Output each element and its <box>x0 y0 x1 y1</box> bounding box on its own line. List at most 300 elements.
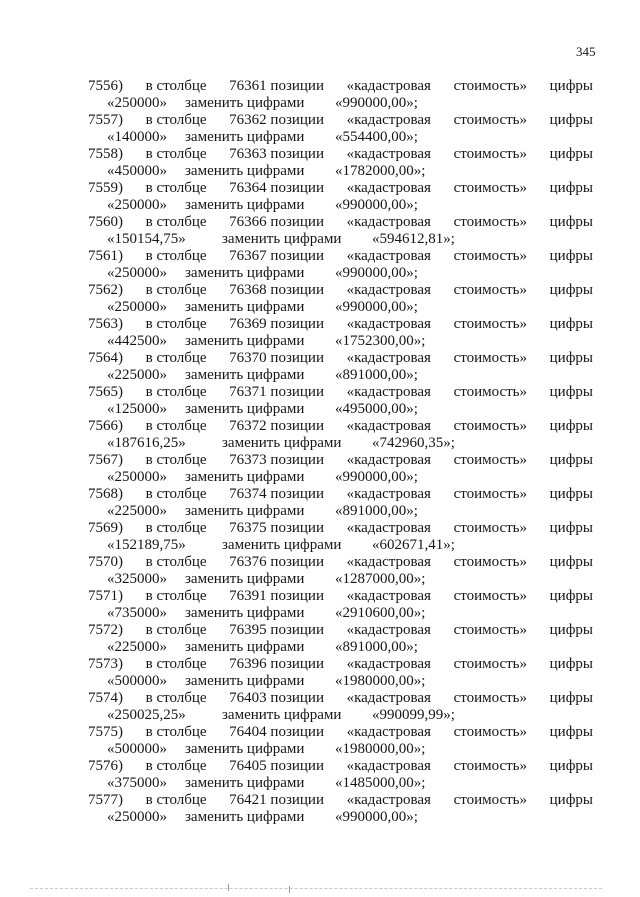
amendment-item <box>88 486 593 520</box>
amendment-item <box>88 180 593 214</box>
column-number: 76362 <box>229 112 267 128</box>
value-text: стоимость» <box>453 214 528 230</box>
new-value: «2910600,00»; <box>335 605 426 621</box>
replace-text: заменить цифрами <box>185 673 305 689</box>
value-text: стоимость» <box>453 554 528 570</box>
digits-text: цифры <box>549 486 593 502</box>
amendment-line-1 <box>88 350 593 367</box>
cadastral-text: «кадастровая <box>346 78 431 94</box>
in-column-text: в столбце <box>145 724 207 740</box>
column-number: 76391 <box>229 588 267 604</box>
value-text: стоимость» <box>453 588 528 604</box>
cadastral-text: «кадастровая <box>346 112 431 128</box>
position-reference <box>229 690 324 707</box>
value-text: стоимость» <box>453 78 528 94</box>
amendment-item <box>88 112 593 146</box>
cadastral-text: «кадастровая <box>346 316 431 332</box>
amendment-item <box>88 622 593 656</box>
page-edge-line <box>30 888 602 889</box>
column-number: 76404 <box>229 724 267 740</box>
replace-text: заменить цифрами <box>185 197 305 213</box>
digits-text: цифры <box>549 282 593 298</box>
amendment-line-1 <box>88 486 593 503</box>
cadastral-text: «кадастровая <box>346 724 431 740</box>
value-text: стоимость» <box>453 520 528 536</box>
amendment-line-2 <box>88 503 593 520</box>
cadastral-text: «кадастровая <box>346 146 431 162</box>
digits-text: цифры <box>549 452 593 468</box>
item-number: 7570) <box>88 554 123 570</box>
replace-text: заменить цифрами <box>185 265 305 281</box>
digits-text: цифры <box>549 622 593 638</box>
in-column-text: в столбце <box>145 690 207 706</box>
replace-text: заменить цифрами <box>185 809 305 825</box>
digits-text: цифры <box>549 214 593 230</box>
position-text: позиции <box>270 656 324 672</box>
amendment-line-2 <box>88 469 593 486</box>
digits-text: цифры <box>549 180 593 196</box>
position-reference <box>229 78 324 95</box>
cadastral-text: «кадастровая <box>346 180 431 196</box>
old-value: «250000» <box>107 197 167 213</box>
value-text: стоимость» <box>453 350 528 366</box>
digits-text: цифры <box>549 656 593 672</box>
new-value: «1485000,00»; <box>335 775 426 791</box>
cadastral-text: «кадастровая <box>346 452 431 468</box>
amendment-item <box>88 520 593 554</box>
amendment-line-2 <box>88 333 593 350</box>
item-number: 7566) <box>88 418 123 434</box>
column-number: 76363 <box>229 146 267 162</box>
amendment-line-1 <box>88 792 593 809</box>
column-number: 76374 <box>229 486 267 502</box>
position-text: позиции <box>270 180 324 196</box>
value-text: стоимость» <box>453 724 528 740</box>
amendment-line-1 <box>88 452 593 469</box>
old-value: «500000» <box>107 673 167 689</box>
new-value: «891000,00»; <box>335 503 418 519</box>
value-text: стоимость» <box>453 384 528 400</box>
position-text: позиции <box>270 792 324 808</box>
new-value: «495000,00»; <box>335 401 418 417</box>
position-reference <box>229 282 324 299</box>
digits-text: цифры <box>549 588 593 604</box>
amendment-line-2 <box>88 265 593 282</box>
in-column-text: в столбце <box>145 78 207 94</box>
cadastral-text: «кадастровая <box>346 758 431 774</box>
amendment-line-2 <box>88 571 593 588</box>
cadastral-text: «кадастровая <box>346 622 431 638</box>
old-value: «450000» <box>107 163 167 179</box>
amendment-line-1 <box>88 180 593 197</box>
position-reference <box>229 350 324 367</box>
item-number: 7571) <box>88 588 123 604</box>
position-reference <box>229 792 324 809</box>
amendment-item <box>88 690 593 724</box>
value-text: стоимость» <box>453 758 528 774</box>
new-value: «990000,00»; <box>335 469 418 485</box>
position-text: позиции <box>270 588 324 604</box>
position-reference <box>229 146 324 163</box>
new-value: «990000,00»; <box>335 265 418 281</box>
position-text: позиции <box>270 452 324 468</box>
amendment-item <box>88 350 593 384</box>
amendment-line-2 <box>88 537 593 554</box>
in-column-text: в столбце <box>145 758 207 774</box>
in-column-text: в столбце <box>145 316 207 332</box>
replace-text: заменить цифрами <box>222 707 342 723</box>
replace-text: заменить цифрами <box>185 401 305 417</box>
replace-text: заменить цифрами <box>185 367 305 383</box>
item-number: 7559) <box>88 180 123 196</box>
column-number: 76376 <box>229 554 267 570</box>
replace-text: заменить цифрами <box>222 537 342 553</box>
amendment-line-2 <box>88 639 593 656</box>
in-column-text: в столбце <box>145 452 207 468</box>
old-value: «500000» <box>107 741 167 757</box>
in-column-text: в столбце <box>145 282 207 298</box>
item-number: 7564) <box>88 350 123 366</box>
new-value: «1752300,00»; <box>335 333 426 349</box>
amendment-line-2 <box>88 231 593 248</box>
digits-text: цифры <box>549 78 593 94</box>
amendment-line-2 <box>88 435 593 452</box>
in-column-text: в столбце <box>145 112 207 128</box>
item-number: 7562) <box>88 282 123 298</box>
amendment-line-2 <box>88 741 593 758</box>
cadastral-text: «кадастровая <box>346 656 431 672</box>
page-number: 345 <box>576 44 596 59</box>
amendment-line-2 <box>88 673 593 690</box>
amendment-line-1 <box>88 78 593 95</box>
old-value: «325000» <box>107 571 167 587</box>
new-value: «990000,00»; <box>335 299 418 315</box>
old-value: «225000» <box>107 367 167 383</box>
position-text: позиции <box>270 78 324 94</box>
old-value: «250025,25» <box>107 707 186 723</box>
item-number: 7567) <box>88 452 123 468</box>
amendment-item <box>88 384 593 418</box>
column-number: 76371 <box>229 384 267 400</box>
position-reference <box>229 520 324 537</box>
amendment-item <box>88 758 593 792</box>
amendment-line-1 <box>88 282 593 299</box>
position-text: позиции <box>270 554 324 570</box>
amendment-line-1 <box>88 418 593 435</box>
item-number: 7561) <box>88 248 123 264</box>
page-edge-tick <box>289 886 290 893</box>
cadastral-text: «кадастровая <box>346 282 431 298</box>
amendment-line-1 <box>88 758 593 775</box>
position-text: позиции <box>270 418 324 434</box>
digits-text: цифры <box>549 112 593 128</box>
amendment-list <box>88 78 593 826</box>
cadastral-text: «кадастровая <box>346 384 431 400</box>
digits-text: цифры <box>549 520 593 536</box>
column-number: 76361 <box>229 78 267 94</box>
amendment-item <box>88 248 593 282</box>
position-text: позиции <box>270 486 324 502</box>
replace-text: заменить цифрами <box>185 571 305 587</box>
amendment-line-2 <box>88 95 593 112</box>
position-text: позиции <box>270 282 324 298</box>
new-value: «1287000,00»; <box>335 571 426 587</box>
replace-text: заменить цифрами <box>185 129 305 145</box>
position-text: позиции <box>270 384 324 400</box>
digits-text: цифры <box>549 554 593 570</box>
replace-text: заменить цифрами <box>185 299 305 315</box>
old-value: «735000» <box>107 605 167 621</box>
amendment-line-1 <box>88 622 593 639</box>
old-value: «250000» <box>107 265 167 281</box>
new-value: «1980000,00»; <box>335 673 426 689</box>
amendment-line-1 <box>88 554 593 571</box>
digits-text: цифры <box>549 724 593 740</box>
column-number: 76370 <box>229 350 267 366</box>
new-value: «990000,00»; <box>335 809 418 825</box>
position-reference <box>229 248 324 265</box>
position-text: позиции <box>270 724 324 740</box>
amendment-line-1 <box>88 112 593 129</box>
amendment-item <box>88 282 593 316</box>
replace-text: заменить цифрами <box>185 605 305 621</box>
replace-text: заменить цифрами <box>185 775 305 791</box>
item-number: 7573) <box>88 656 123 672</box>
replace-text: заменить цифрами <box>185 95 305 111</box>
replace-text: заменить цифрами <box>185 503 305 519</box>
amendment-line-1 <box>88 724 593 741</box>
position-text: позиции <box>270 350 324 366</box>
old-value: «225000» <box>107 639 167 655</box>
value-text: стоимость» <box>453 452 528 468</box>
position-reference <box>229 622 324 639</box>
cadastral-text: «кадастровая <box>346 690 431 706</box>
replace-text: заменить цифрами <box>185 639 305 655</box>
old-value: «150154,75» <box>107 231 186 247</box>
in-column-text: в столбце <box>145 656 207 672</box>
column-number: 76375 <box>229 520 267 536</box>
cadastral-text: «кадастровая <box>346 214 431 230</box>
new-value: «554400,00»; <box>335 129 418 145</box>
column-number: 76366 <box>229 214 267 230</box>
new-value: «742960,35»; <box>372 435 455 451</box>
digits-text: цифры <box>549 792 593 808</box>
value-text: стоимость» <box>453 486 528 502</box>
new-value: «990000,00»; <box>335 197 418 213</box>
position-reference <box>229 180 324 197</box>
cadastral-text: «кадастровая <box>346 792 431 808</box>
amendment-item <box>88 554 593 588</box>
in-column-text: в столбце <box>145 350 207 366</box>
position-reference <box>229 384 324 401</box>
old-value: «250000» <box>107 809 167 825</box>
new-value: «990000,00»; <box>335 95 418 111</box>
value-text: стоимость» <box>453 792 528 808</box>
new-value: «891000,00»; <box>335 639 418 655</box>
amendment-line-2 <box>88 299 593 316</box>
digits-text: цифры <box>549 690 593 706</box>
amendment-line-1 <box>88 316 593 333</box>
item-number: 7560) <box>88 214 123 230</box>
amendment-line-1 <box>88 248 593 265</box>
old-value: «442500» <box>107 333 167 349</box>
position-text: позиции <box>270 622 324 638</box>
value-text: стоимость» <box>453 180 528 196</box>
value-text: стоимость» <box>453 418 528 434</box>
amendment-line-1 <box>88 656 593 673</box>
value-text: стоимость» <box>453 146 528 162</box>
digits-text: цифры <box>549 758 593 774</box>
old-value: «152189,75» <box>107 537 186 553</box>
column-number: 76396 <box>229 656 267 672</box>
position-reference <box>229 452 324 469</box>
new-value: «990099,99»; <box>372 707 455 723</box>
digits-text: цифры <box>549 350 593 366</box>
value-text: стоимость» <box>453 248 528 264</box>
position-reference <box>229 486 324 503</box>
item-number: 7577) <box>88 792 123 808</box>
amendment-line-2 <box>88 163 593 180</box>
item-number: 7569) <box>88 520 123 536</box>
position-reference <box>229 588 324 605</box>
in-column-text: в столбце <box>145 418 207 434</box>
position-reference <box>229 724 324 741</box>
amendment-item <box>88 316 593 350</box>
amendment-line-1 <box>88 520 593 537</box>
replace-text: заменить цифрами <box>185 163 305 179</box>
old-value: «250000» <box>107 299 167 315</box>
in-column-text: в столбце <box>145 520 207 536</box>
amendment-line-2 <box>88 605 593 622</box>
old-value: «187616,25» <box>107 435 186 451</box>
new-value: «1782000,00»; <box>335 163 426 179</box>
digits-text: цифры <box>549 384 593 400</box>
column-number: 76403 <box>229 690 267 706</box>
digits-text: цифры <box>549 418 593 434</box>
amendment-item <box>88 78 593 112</box>
amendment-item <box>88 588 593 622</box>
in-column-text: в столбце <box>145 180 207 196</box>
item-number: 7563) <box>88 316 123 332</box>
item-number: 7575) <box>88 724 123 740</box>
amendment-line-1 <box>88 690 593 707</box>
item-number: 7556) <box>88 78 123 94</box>
position-text: позиции <box>270 214 324 230</box>
item-number: 7558) <box>88 146 123 162</box>
amendment-item <box>88 792 593 826</box>
in-column-text: в столбце <box>145 384 207 400</box>
position-text: позиции <box>270 112 324 128</box>
column-number: 76369 <box>229 316 267 332</box>
position-text: позиции <box>270 248 324 264</box>
column-number: 76367 <box>229 248 267 264</box>
in-column-text: в столбце <box>145 554 207 570</box>
old-value: «225000» <box>107 503 167 519</box>
in-column-text: в столбце <box>145 588 207 604</box>
item-number: 7576) <box>88 758 123 774</box>
cadastral-text: «кадастровая <box>346 418 431 434</box>
amendment-line-2 <box>88 129 593 146</box>
amendment-line-2 <box>88 197 593 214</box>
amendment-line-1 <box>88 214 593 231</box>
old-value: «250000» <box>107 469 167 485</box>
in-column-text: в столбце <box>145 622 207 638</box>
cadastral-text: «кадастровая <box>346 520 431 536</box>
position-text: позиции <box>270 146 324 162</box>
value-text: стоимость» <box>453 282 528 298</box>
digits-text: цифры <box>549 146 593 162</box>
cadastral-text: «кадастровая <box>346 350 431 366</box>
replace-text: заменить цифрами <box>185 333 305 349</box>
amendment-item <box>88 146 593 180</box>
new-value: «602671,41»; <box>372 537 455 553</box>
old-value: «250000» <box>107 95 167 111</box>
in-column-text: в столбце <box>145 792 207 808</box>
cadastral-text: «кадастровая <box>346 554 431 570</box>
value-text: стоимость» <box>453 112 528 128</box>
in-column-text: в столбце <box>145 214 207 230</box>
value-text: стоимость» <box>453 656 528 672</box>
column-number: 76405 <box>229 758 267 774</box>
position-reference <box>229 554 324 571</box>
amendment-line-2 <box>88 707 593 724</box>
value-text: стоимость» <box>453 316 528 332</box>
new-value: «1980000,00»; <box>335 741 426 757</box>
amendment-line-2 <box>88 401 593 418</box>
position-reference <box>229 214 324 231</box>
cadastral-text: «кадастровая <box>346 588 431 604</box>
amendment-line-2 <box>88 367 593 384</box>
position-text: позиции <box>270 520 324 536</box>
cadastral-text: «кадастровая <box>346 486 431 502</box>
item-number: 7565) <box>88 384 123 400</box>
page-edge-tick <box>228 884 229 891</box>
position-text: позиции <box>270 316 324 332</box>
value-text: стоимость» <box>453 690 528 706</box>
position-reference <box>229 316 324 333</box>
position-text: позиции <box>270 758 324 774</box>
value-text: стоимость» <box>453 622 528 638</box>
column-number: 76395 <box>229 622 267 638</box>
amendment-item <box>88 724 593 758</box>
amendment-line-1 <box>88 384 593 401</box>
in-column-text: в столбце <box>145 248 207 264</box>
column-number: 76368 <box>229 282 267 298</box>
cadastral-text: «кадастровая <box>346 248 431 264</box>
in-column-text: в столбце <box>145 146 207 162</box>
in-column-text: в столбце <box>145 486 207 502</box>
position-reference <box>229 418 324 435</box>
item-number: 7568) <box>88 486 123 502</box>
old-value: «125000» <box>107 401 167 417</box>
new-value: «594612,81»; <box>372 231 455 247</box>
position-reference <box>229 758 324 775</box>
column-number: 76372 <box>229 418 267 434</box>
position-reference <box>229 656 324 673</box>
amendment-item <box>88 214 593 248</box>
item-number: 7572) <box>88 622 123 638</box>
new-value: «891000,00»; <box>335 367 418 383</box>
item-number: 7574) <box>88 690 123 706</box>
old-value: «375000» <box>107 775 167 791</box>
replace-text: заменить цифрами <box>185 469 305 485</box>
amendment-line-1 <box>88 146 593 163</box>
digits-text: цифры <box>549 316 593 332</box>
amendment-item <box>88 656 593 690</box>
amendment-line-1 <box>88 588 593 605</box>
column-number: 76421 <box>229 792 267 808</box>
position-reference <box>229 112 324 129</box>
